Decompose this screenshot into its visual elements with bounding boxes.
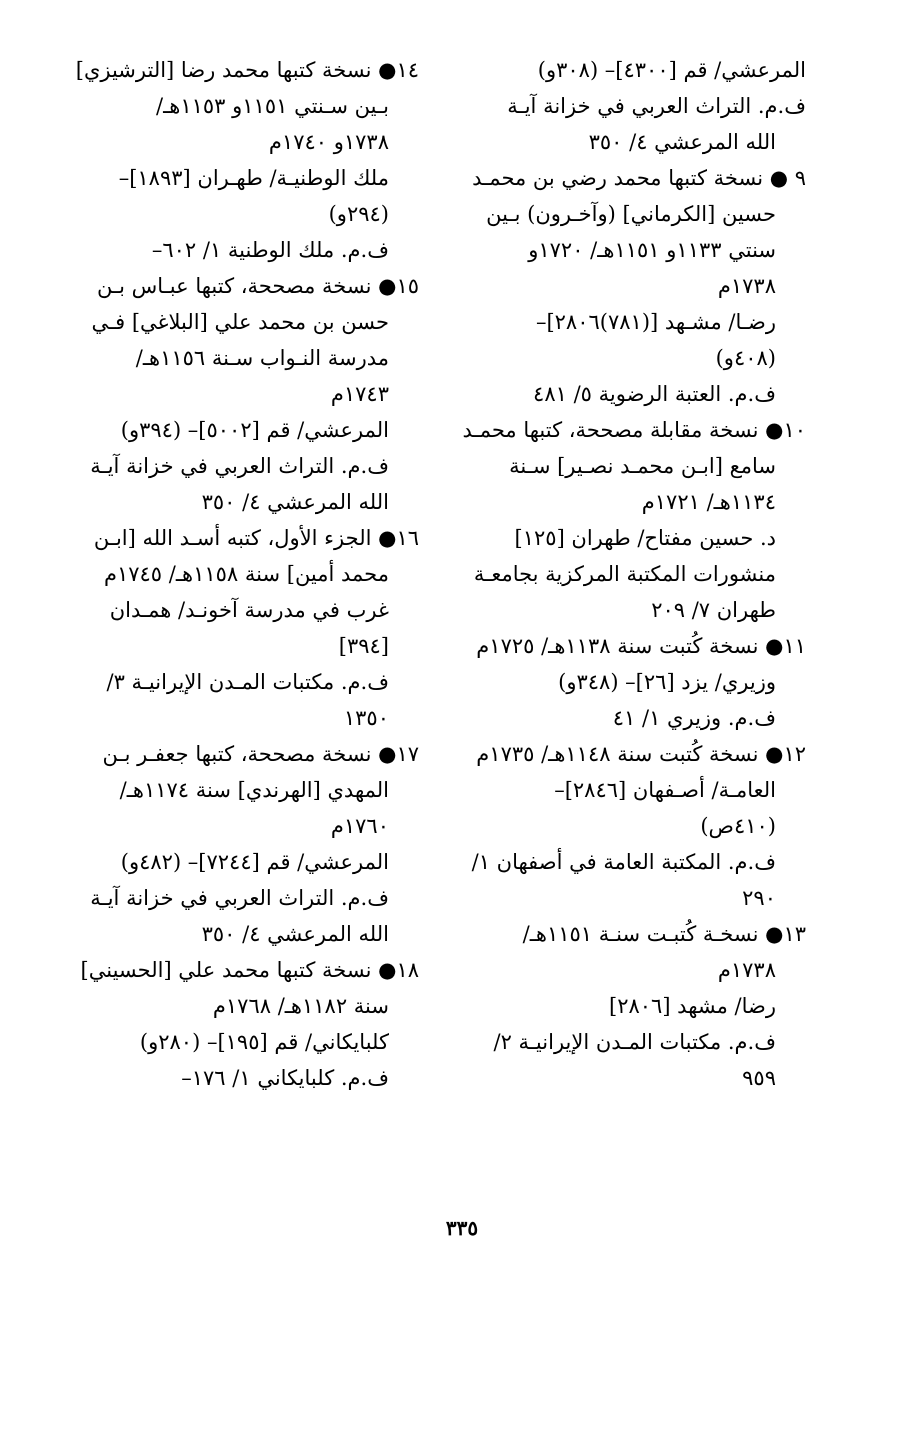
right-column [426,52,806,1096]
manuscript-entry [426,628,806,736]
entry-line: د. حسين مفتاح/ طهران [١٢٥] [514,526,776,550]
left-column [64,52,419,1096]
entry-line: حسين [الكرماني] (وآخـرون) بـين [486,202,776,226]
manuscript-entry [426,52,806,160]
manuscript-entry [64,268,419,520]
page-number: ٣٣٥ [445,1216,479,1240]
entry-line: مدرسة النـواب سـنة ١١٥٦هـ/ [135,346,389,370]
manuscript-entry [426,160,806,412]
manuscript-entry [426,736,806,916]
entry-line: وزيري/ يزد [٢٦]– (٣٤٨و) [558,670,776,694]
entry-line: ١٣● نسخـة كُتبـت سنـة ١١٥١هـ/ [522,922,806,946]
entry-line: ف.م. مكتبات المـدن الإيرانيـة ٣/ [106,670,389,694]
entry-line: طهران ٧/ ٢٠٩ [651,598,776,622]
entry-line: ف.م. العتبة الرضوية ٥/ ٤٨١ [533,382,776,406]
entry-line: ف.م. المكتبة العامة في أصفهان ١/ [471,850,776,874]
entry-line: ف.م. مكتبات المـدن الإيرانيـة ٢/ [493,1030,776,1054]
entry-line: ملك الوطنيـة/ طهـران [١٨٩٣]– [118,166,389,190]
entry-line: الله المرعشي ٤/ ٣٥٠ [201,922,389,946]
entry-line: ١١● نسخة كُتبت سنة ١١٣٨هـ/ ١٧٢٥م [476,634,806,658]
entry-line: ١٣٥٠ [343,706,389,730]
entry-line: سنتي ١١٣٣و ١١٥١هـ/ ١٧٢٠و [528,238,776,262]
entry-line: كلبايكاني/ قم [١٩٥]– (٢٨٠و) [139,1030,389,1054]
entry-line: رضا/ مشهد [٢٨٠٦] [608,994,776,1018]
entry-line: ١٧٣٨و ١٧٤٠م [268,130,389,154]
entry-line: (٤٠٨و) [715,346,776,370]
entry-line: رضـا/ مشـهد [(٧٨١)٢٨٠٦]– [535,310,776,334]
entry-line: ١٧٦٠م [330,814,389,838]
entry-line: ١٦● الجزء الأول، كتبه أسـد الله [ابـن [93,526,419,550]
manuscript-entry [64,952,419,1096]
entry-line: سامع [ابـن محمـد نصـير] سـنة [509,454,776,478]
entry-line: [٣٩٤] [338,634,389,658]
entry-line: ١٧٣٨م [717,274,776,298]
entry-line: منشورات المكتبة المركزية بجامعـة [473,562,776,586]
entry-line: ٩ ● نسخة كتبها محمد رضي بن محمـد [472,166,806,190]
entry-line: المرعشي/ قم [٤٣٠٠]– (٣٠٨و) [537,58,806,82]
entry-line: الله المرعشي ٤/ ٣٥٠ [201,490,389,514]
entry-line: المرعشي/ قم [٧٢٤٤]– (٤٨٢و) [120,850,389,874]
entry-line: ١١٣٤هـ/ ١٧٢١م [641,490,776,514]
entry-line: ف.م. التراث العربي في خزانة آيـة [507,94,806,118]
entry-line: ١٢● نسخة كُتبت سنة ١١٤٨هـ/ ١٧٣٥م [476,742,806,766]
entry-line: ف.م. ملك الوطنية ١/ ٦٠٢– [151,238,389,262]
entry-line: حسن بن محمد علي [البلاغي] فـي [91,310,389,334]
manuscript-entry [64,52,419,268]
entry-line: ١٠● نسخة مقابلة مصححة، كتبها محمـد [462,418,806,442]
entry-line: المهدي [الهرندي] سنة ١١٧٤هـ/ [119,778,389,802]
entry-line: ١٧● نسخة مصححة، كتبها جعفـر بـن [102,742,419,766]
entry-line: العامـة/ أصـفهان [٢٨٤٦]– [554,778,776,802]
entry-line: سنة ١١٨٢هـ/ ١٧٦٨م [212,994,389,1018]
entry-line: المرعشي/ قم [٥٠٠٢]– (٣٩٤و) [120,418,389,442]
manuscript-entry [64,736,419,952]
manuscript-entry [426,412,806,628]
entry-line: (٤١٠ص) [700,814,776,838]
entry-line: الله المرعشي ٤/ ٣٥٠ [588,130,776,154]
manuscript-entry [64,520,419,736]
entry-line: ١٤● نسخة كتبها محمد رضا [الترشيزي] [75,58,419,82]
entry-line: بـين سـنتي ١١٥١و ١١٥٣هـ/ [156,94,389,118]
entry-line: ١٧٤٣م [330,382,389,406]
entry-line: غرب في مدرسة آخونـد/ همـدان [109,598,389,622]
entry-line: محمد أمين] سنة ١١٥٨هـ/ ١٧٤٥م [103,562,389,586]
entry-line: ١٨● نسخة كتبها محمد علي [الحسيني] [80,958,419,982]
entry-line: ٩٥٩ [742,1066,776,1090]
entry-line: ١٧٣٨م [717,958,776,982]
entry-line: ف.م. التراث العربي في خزانة آيـة [90,886,389,910]
entry-line: ف.م. وزيري ١/ ٤١ [612,706,776,730]
entry-line: (٢٩٤و) [328,202,389,226]
entry-line: ف.م. التراث العربي في خزانة آيـة [90,454,389,478]
entry-line: ٢٩٠ [742,886,776,910]
manuscript-entry [426,916,806,1096]
entry-line: ف.م. كلبايكاني ١/ ١٧٦– [181,1066,389,1090]
entry-line: ١٥● نسخة مصححة، كتبها عبـاس بـن [96,274,419,298]
